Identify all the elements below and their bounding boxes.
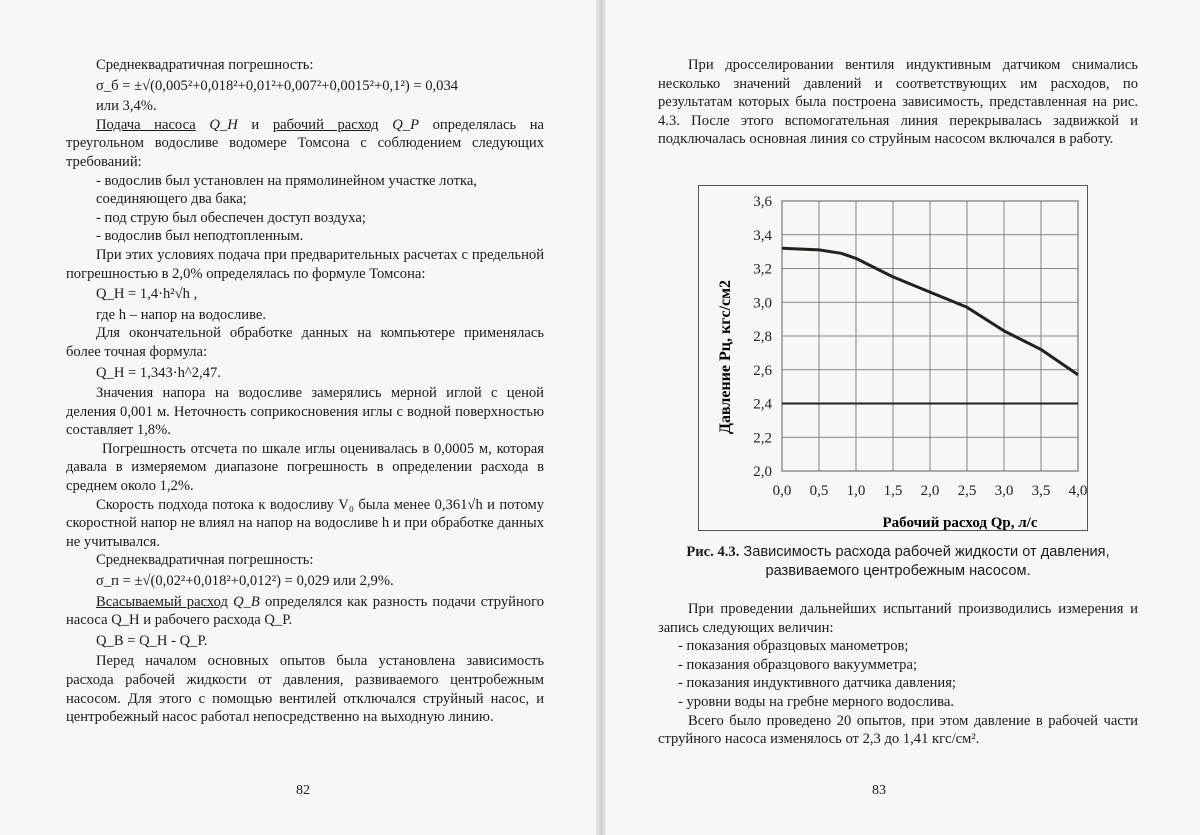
paragraph: Перед началом основных опытов была установлена зависимость расхода рабочей жидкости от давления, развиваемого центробежным насосом. Для этого с помощью вентилей отключался струйный насос, и центробежный насос работал непосредственно на выходную линию. xyxy=(66,653,544,726)
list-item: - водослив был установлен на прямолинейном участке лотка, соединяющего два бака; xyxy=(96,172,477,208)
y-tick-label: 2,4 xyxy=(753,396,772,413)
underlined-term: Подача насоса xyxy=(96,116,196,133)
paragraph: где h – напор на водосливе. xyxy=(96,306,267,323)
x-tick-label: 3,5 xyxy=(1031,483,1051,499)
right-page-text xyxy=(658,56,1138,149)
y-axis-label: Давление Рц, кгс/см2 xyxy=(717,279,734,435)
paragraph: Погрешность отсчета по шкале иглы оценивалась в 0,0005 м, которая давала в измеряемом диапазоне погрешность в определении расхода в среднем около 1,2%. xyxy=(66,440,544,495)
formula-sigma-p: σ_п = ±√(0,02²+0,018²+0,012²) = 0,029 или 2,9%. xyxy=(96,573,394,590)
list-item: - показания образцового вакуумметра; xyxy=(678,656,918,673)
text: определялся как разность подачи струйного насоса Q_Н и рабочего расхода Q_Р. xyxy=(66,593,545,629)
x-tick-label: 1,0 xyxy=(846,483,866,499)
paragraph: При проведении дальнейших испытаний производились измерения и запись следующих величин: xyxy=(658,601,1138,636)
caption-label: Рис. 4.3. xyxy=(686,544,740,560)
caption-text: Зависимость расхода рабочей жидкости от давления, развиваемого центробежным насосом. xyxy=(743,544,1110,579)
book-gutter xyxy=(596,0,606,835)
list-item: - показания индуктивного датчика давления; xyxy=(678,675,956,692)
variable: Q_В xyxy=(233,593,260,610)
pressure-flow-chart xyxy=(698,185,1088,531)
paragraph: или 3,4%. xyxy=(96,98,157,115)
variable: Q_Р xyxy=(392,116,419,133)
left-page-text xyxy=(66,56,544,727)
y-tick-label: 2,6 xyxy=(753,362,772,379)
paragraph: При дросселировании вентиля индуктивным датчиком снимались несколько значений давлений и соответствующих им расходов, по результатам которых была построена зависимость, представленная на рис. 4.3. После этого вспомогательная линия перекрывалась задвижкой и подключалась основная линия со струйным насосом включался в работу. xyxy=(658,57,1138,148)
formula-exact: Q_Н = 1,343·h^2,47. xyxy=(96,364,221,381)
paragraph xyxy=(66,593,544,630)
underlined-term: рабочий расход xyxy=(272,116,379,133)
list-item: - показания образцовых манометров; xyxy=(678,638,909,655)
list-item: - под струю был обеспечен доступ воздуха; xyxy=(96,209,366,226)
x-tick-label: 1,5 xyxy=(883,483,903,499)
y-tick-label: 3,2 xyxy=(753,261,772,278)
x-tick-label: 0,5 xyxy=(809,483,829,499)
x-axis-label: Рабочий расход Qр, л/с xyxy=(882,515,1038,531)
y-tick-label: 2,0 xyxy=(753,464,772,480)
left-page xyxy=(0,0,596,835)
right-page xyxy=(606,0,1200,835)
paragraph: Среднеквадратичная погрешность: xyxy=(96,57,314,73)
paragraph xyxy=(66,116,544,172)
y-tick-label: 3,4 xyxy=(753,227,772,244)
variable: Q_Н xyxy=(209,116,238,133)
paragraph: Значения напора на водосливе замерялись мерной иглой с ценой деления 0,001 м. Неточность соприкосновения иглы с водной поверхностью составляет 1,8%. xyxy=(66,385,544,439)
x-tick-label: 2,0 xyxy=(920,483,940,499)
list-item: - водослив был неподтопленным. xyxy=(96,228,304,245)
text: и xyxy=(251,116,260,133)
paragraph: Для окончательной обработке данных на компьютере применялась более точная формула: xyxy=(66,325,544,360)
page-number: 83 xyxy=(872,783,886,798)
y-tick-label: 2,8 xyxy=(753,329,772,345)
x-tick-label: 3,0 xyxy=(994,483,1014,499)
paragraph: Скорость подхода потока к водосливу V₀ была менее 0,361√h и потому скоростной напор не влиял на напор на водосливе h и при обработке данных не учитывался. xyxy=(66,496,544,550)
paragraph: Всего было проведено 20 опытов, при этом давление в рабочей части струйного насоса изменялось от 2,3 до 1,41 кгс/см². xyxy=(658,712,1138,748)
x-tick-label: 4,0 xyxy=(1068,483,1088,499)
x-tick-label: 0,0 xyxy=(772,483,792,499)
formula-sigma-b: σ_б = ±√(0,005²+0,018²+0,01²+0,007²+0,0015²+0,1²) = 0,034 xyxy=(96,77,459,94)
page-number: 82 xyxy=(296,783,310,798)
text: определялась на треугольном водосливе водомере Томсона с соблюдением следующих требований: xyxy=(66,116,545,170)
y-tick-label: 2,2 xyxy=(753,430,772,447)
list-item: - уровни воды на гребне мерного водослива. xyxy=(678,693,954,710)
figure-caption xyxy=(656,543,1140,580)
paragraph: При этих условиях подача при предварительных расчетах с предельной погрешностью в 2,0% определялась по формуле Томсона: xyxy=(66,246,544,282)
paragraph: Среднеквадратичная погрешность: xyxy=(96,552,314,569)
underlined-term: Всасываемый расход xyxy=(96,593,228,610)
x-tick-label: 2,5 xyxy=(957,483,977,499)
right-page-text-lower xyxy=(658,600,1138,749)
y-tick-label: 3,6 xyxy=(753,194,772,210)
y-tick-label: 3,0 xyxy=(753,295,772,312)
formula-qb: Q_В = Q_Н - Q_Р. xyxy=(96,632,208,649)
formula-thomson: Q_Н = 1,4·h²√h , xyxy=(96,286,198,303)
